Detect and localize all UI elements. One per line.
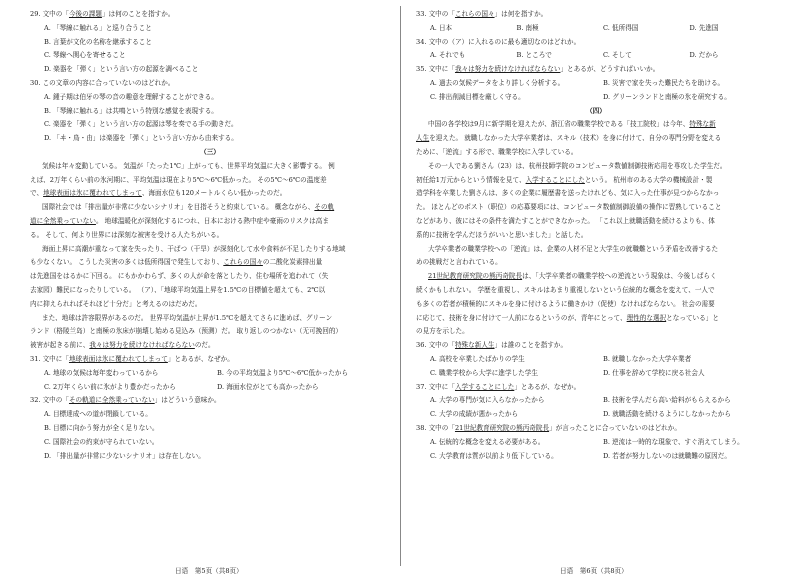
q33-option-c: C. 低所得国 — [603, 23, 639, 32]
passage-3-line — [30, 298, 390, 312]
passage-3 — [30, 160, 390, 353]
underlined-text: 入学することにした — [525, 175, 585, 184]
passage-text: は、「大学卒業者の職業学校への逆流という現象は、今後しばらく — [522, 272, 717, 281]
q30-option-c: C. 楽器を「弾く」という言い方の起源は琴を奏でる手の動きだ。 — [44, 120, 238, 129]
question-35 — [416, 63, 776, 77]
q37-underlined: 入学することにした — [454, 382, 515, 391]
left-column — [30, 8, 390, 463]
underlined-text: これらの国々 — [223, 258, 263, 267]
q32-stem-a: 32. 文中の「 — [30, 396, 69, 405]
underlined-text: 人生 — [416, 134, 430, 143]
underlined-text: 理性的な選択 — [626, 313, 667, 322]
q29-stem-a: 29. 文中の「 — [30, 10, 69, 18]
q37-stem-a: 37. 文中に「 — [416, 382, 455, 391]
q36-stem-b: 」は誰のことを指すか。 — [494, 341, 568, 350]
passage-text: 気候は年々変動している。 気温が「たった1℃」上がっても、世界平均気温に大きく影響する。 例 — [42, 161, 335, 170]
passage-text: などがあり、彼にはその条件を満たすことができなかった。 「これ以上就職活動を続けるよりも、体 — [416, 216, 715, 225]
q32-underlined: その軌道に全然乗っていない — [68, 396, 155, 405]
q36-option-d: D. 仕事を辞めて学校に戻る社会人 — [603, 368, 705, 377]
q37-options-ab — [416, 394, 776, 408]
q31-option-d: D. 海面水位がとても高かったから — [217, 382, 319, 391]
q36-stem-a: 36. 文中の「 — [416, 341, 455, 350]
q30-option-a: A. 鍾子期は伯牙の琴の音の趣意を理解することができる。 — [44, 92, 218, 101]
passage-text: めの挑戦だと言われている。 — [416, 258, 502, 267]
passage-text: の二酸化炭素排出量 — [262, 258, 323, 267]
question-38 — [416, 422, 776, 436]
q36-options-ab — [416, 353, 776, 367]
q33-options — [416, 22, 776, 36]
q32-stem-b: 」はどういう意味か。 — [154, 396, 221, 405]
q34-option-b: B. ところで — [516, 51, 552, 60]
q31-option-c: C. 2万年くらい前に氷がより豊かだったから — [44, 382, 176, 391]
underlined-text: 地球表面は氷に覆われてしまって — [43, 189, 142, 198]
q33-stem-a: 33. 文中の「 — [416, 10, 455, 18]
q37-stem-b: 」とあるが、なぜか。 — [514, 382, 581, 391]
passage-text: 、海面水位も120メートルくらい低かったのだ。 — [141, 189, 287, 198]
passage-text: その一人である劉さん（23）は、杭州技師学院のコンピュータ数値制御技術応用を専攻した学生だ。 — [428, 161, 727, 170]
q35-option-c: C. 排出削減目標を厳しく守る。 — [430, 92, 525, 101]
q37-option-d: D. 就職活動を続けるようにしなかったから — [603, 410, 731, 419]
q36-option-b: B. 就職しなかった大学卒業者 — [603, 354, 692, 363]
q38-stem-b: 」が言ったことに合っていないのはどれか。 — [549, 423, 681, 432]
q35-stem-a: 35. 文中に「 — [416, 65, 455, 74]
q38-options-cd — [416, 450, 776, 464]
passage-4-line — [416, 146, 776, 160]
passage-text: 中国の各学校は9月に新学期を迎えたが、浙江省の職業学校である「技工院校」は今年、 — [428, 120, 690, 129]
q29-underlined: 今後の課題 — [68, 10, 102, 18]
q29-stem-b: 」は何のことを指すか。 — [101, 10, 175, 18]
passage-text: も多くの若者が積極的にスキルを身に付けるように働きかけ（促使）なければならない。 社会の需要 — [416, 299, 715, 308]
passage-3-line — [30, 187, 390, 201]
passage-4-line — [416, 325, 776, 339]
q31-underlined: 地球表面は氷に覆われてしまって — [68, 354, 168, 363]
q35-option-d: D. グリーンランドと南極の氷を研究する。 — [603, 92, 731, 101]
passage-3-line — [30, 339, 390, 353]
q38-option-b: B. 逆流は一時的な現象で、すぐ消えてしまう。 — [603, 437, 744, 446]
underlined-text: 道に全然乗っていない — [30, 216, 96, 225]
passage-4-line — [416, 160, 776, 174]
passage-3-line — [30, 243, 390, 257]
passage-text: 去家园）難民になったりしている。 （ア）、「地球平均気温上昇を1.5℃の目標値を超えても、2℃以 — [30, 285, 326, 294]
q34-option-a: A. それでも — [430, 51, 466, 60]
q33-option-b: B. 南極 — [516, 23, 539, 32]
passage-3-line — [30, 325, 390, 339]
question-32 — [30, 394, 390, 408]
passage-text: のだ。 — [194, 341, 215, 350]
q38-underlined: 21世紀教育研究院の熊丙奇院長 — [454, 423, 550, 432]
passage-text: となっている」と — [666, 313, 719, 322]
passage-text: ために、「逆流」する形で、職業学校に入学している。 — [416, 147, 578, 156]
q37-option-b: B. 技術を学んだら高い給料がもらえるから — [603, 396, 731, 405]
q31-stem-a: 31. 文中に「 — [30, 354, 69, 363]
q35-option-a: A. 過去の気候データをより詳しく分析する。 — [430, 78, 565, 87]
passage-text: えば、2万年くらい前の氷河期に、平均気温は現在より5℃～6℃低かった。 その5℃～6℃の温度差 — [30, 175, 327, 184]
right-column — [416, 8, 776, 463]
passage-text: 被害が起きる前に、 — [30, 341, 90, 350]
question-29 — [30, 8, 390, 22]
passage-text: 。 地球温暖化が深刻化するにつれ、日本における熱中症や豪雨のリスクは高ま — [95, 216, 329, 225]
q33-underlined: これらの国々 — [454, 10, 495, 18]
passage-4-line — [416, 229, 776, 243]
passage-3-line — [30, 270, 390, 284]
q36-option-a: A. 高校を卒業したばかりの学生 — [430, 354, 525, 363]
q38-options-ab — [416, 436, 776, 450]
q32-option-b: B. 目標に向かう努力が全く足りない。 — [44, 423, 159, 432]
q37-options-cd — [416, 408, 776, 422]
q36-underlined: 特殊な新人生 — [454, 341, 495, 350]
q33-option-a: A. 日本 — [430, 23, 453, 32]
passage-text: に応じて、技術を身に付けて一人前になるというのが、青年にとって、 — [416, 313, 627, 322]
q32-option-a: A. 目標達成への道が閉鎖している。 — [44, 410, 152, 419]
passage-text: 内に抑えられればそれほど十分だ」と考えるのはだめだ。 — [30, 299, 202, 308]
q36-options-cd — [416, 367, 776, 381]
q35-options-ab — [416, 77, 776, 91]
passage-text: 系的に技術を学んだほうがいいと思いました」と話した。 — [416, 230, 588, 239]
passage-text: 初任給1万元からという情報を見て、 — [416, 175, 526, 184]
underlined-text: 21世紀教育研究院の熊丙奇院長 — [428, 272, 523, 281]
q37-option-a: A. 大学の専門が気に入らなかったから — [430, 396, 545, 405]
column-divider — [400, 6, 401, 566]
passage-text: も少なくない。 こうした災害の多くは低所得国で発生しており、 — [30, 258, 224, 267]
q29-option-c: C. 琴線へ関心を寄せること — [44, 51, 126, 60]
passage-text: 海面上昇に高潮が重なって家を失ったり、干ばつ（干旱）が深刻化して水や食料が不足したりする地域 — [42, 244, 346, 253]
q30-option-b: B. 「琴線に触れる」は共鳴という特別な感覚を表現する。 — [44, 106, 218, 115]
question-30: 30. この文章の内容に合っていないのはどれか。 — [30, 78, 175, 87]
footer-page-5: 日语 第5页（共8页） — [175, 567, 243, 575]
passage-4-line — [416, 243, 776, 257]
passage-4-line — [416, 174, 776, 188]
q35-underlined: 我々は努力を続けなければならない — [454, 65, 561, 74]
passage-text: 造学科を卒業した劉さんは、多くの企業に履歴書を送ったけれども、気に入った仕事が見つからなかっ — [416, 189, 720, 198]
q38-option-a: A. 伝統的な概念を変える必要がある。 — [430, 437, 545, 446]
passage-4-line — [416, 256, 776, 270]
q37-option-c: C. 大学の成績が悪かったから — [430, 410, 519, 419]
q33-option-d: D. 先進国 — [689, 23, 719, 32]
passage-text: ランド（格陵兰岛）と南極の氷床が崩壊し始める見込み（预测）だ。 取り返しのつかない（无可挽回的） — [30, 327, 343, 336]
passage-4-line — [416, 284, 776, 298]
passage-3-line — [30, 174, 390, 188]
q34-options — [416, 49, 776, 63]
passage-3-line — [30, 229, 390, 243]
passage-4-line — [416, 298, 776, 312]
q31-option-b: B. 今の平均気温より5℃～6℃低かったから — [217, 368, 349, 377]
passage-text: で、 — [30, 189, 44, 198]
q31-option-a: A. 地球の気候は毎年変わっているから — [44, 368, 159, 377]
q31-options-ab — [30, 367, 390, 381]
passage-4-line — [416, 118, 776, 132]
q38-option-c: C. 大学教育は質が以前より低下している。 — [430, 451, 558, 460]
section-4-header: （四） — [586, 106, 606, 115]
passage-4-line — [416, 270, 776, 284]
passage-text: 続くかもしれない。 学歴を重視し、スキルはあまり重視しないという伝統的な概念を変えて、一人で — [416, 285, 715, 294]
q29-option-b: B. 言葉が文化の名称を継承すること — [44, 37, 152, 46]
passage-3-line — [30, 160, 390, 174]
underlined-text: 我々は努力を続けなければならない — [89, 341, 195, 350]
q38-option-d: D. 若者が努力しないのは就職難の原因だ。 — [603, 451, 731, 460]
passage-4-line — [416, 132, 776, 146]
passage-3-line — [30, 201, 390, 215]
passage-3-line — [30, 256, 390, 270]
q31-options-cd — [30, 381, 390, 395]
question-37 — [416, 381, 776, 395]
passage-4-line — [416, 312, 776, 326]
passage-3-line — [30, 215, 390, 229]
underlined-text: その軌 — [314, 203, 335, 212]
passage-text: という。 杭州市のある大学の機械設計・製 — [584, 175, 713, 184]
passage-text: の見方を示した。 — [416, 327, 469, 336]
passage-text: た。 ほとんどのポスト（职位）の応募要項には、コンピュータ数値制御設備の操作に習熟していること — [416, 203, 722, 212]
q35-stem-b: 」とあるが、どうすればいいか。 — [560, 65, 660, 74]
passage-text: る。 そして、何より世界には深刻な被害を受ける人たちがいる。 — [30, 230, 224, 239]
q29-option-a: A. 「琴線に触れる」と巡り合うこと — [44, 23, 152, 32]
q33-stem-b: 」は何を指すか。 — [494, 10, 548, 18]
q35-options-cd — [416, 91, 776, 105]
passage-3-line — [30, 284, 390, 298]
passage-text: を迎えた。 就職しなかった大学卒業者は、スキル（技术）を身に付けて、自分の専門分野を変える — [429, 134, 722, 143]
passage-text: 大学卒業者の職業学校への「逆流」は、企業の人材不足と大学生の就職難という矛盾を改善するた — [428, 244, 719, 253]
question-34: 34. 文中の（ア）に入れるのに最も適切なのはどれか。 — [416, 37, 581, 46]
passage-text: は先進国をはるかに下回る。 にもかかわらず、多くの人が命を落としたり、住む場所を追われて（失 — [30, 272, 329, 281]
passage-4-line — [416, 187, 776, 201]
question-36 — [416, 339, 776, 353]
q32-option-d: D. 「排出量が非常に少ないシナリオ」は存在しない。 — [44, 451, 205, 460]
passage-4-line — [416, 201, 776, 215]
q35-option-b: B. 災害で家を失った難民たちを助ける。 — [603, 78, 725, 87]
footer-page-6: 日语 第6页（共8页） — [560, 567, 628, 575]
passage-text: 国際社会では「排出量が非常に少ないシナリオ」を目指そうと約束している。 概念ながら、 — [42, 203, 315, 212]
q31-stem-b: 」とあるが、なぜか。 — [167, 354, 234, 363]
q34-option-c: C. そして — [603, 51, 632, 60]
q29-option-d: D. 楽器を「弾く」という言い方の起源を調べること — [44, 65, 199, 74]
passage-text: また、地球は許容限界があるのだ。 世界平均気温が上昇が1.5℃を超えてさらに進めば、グリーン — [42, 313, 333, 322]
passage-4-line — [416, 215, 776, 229]
question-33 — [416, 8, 776, 22]
underlined-text: 特殊な新 — [689, 120, 716, 129]
q32-option-c: C. 国際社会の約束が守られていない。 — [44, 437, 159, 446]
q30-option-d: D. 「ヰ・鳥・由」は楽器を「弾く」という言い方から由来する。 — [44, 134, 238, 143]
question-31 — [30, 353, 390, 367]
section-3-header: （三） — [200, 147, 220, 156]
q34-option-d: D. だから — [689, 51, 719, 60]
q38-stem-a: 38. 文中の「 — [416, 423, 455, 432]
passage-3-line — [30, 312, 390, 326]
q36-option-c: C. 職業学校から大学に進学した学生 — [430, 368, 538, 377]
passage-4 — [416, 118, 776, 339]
